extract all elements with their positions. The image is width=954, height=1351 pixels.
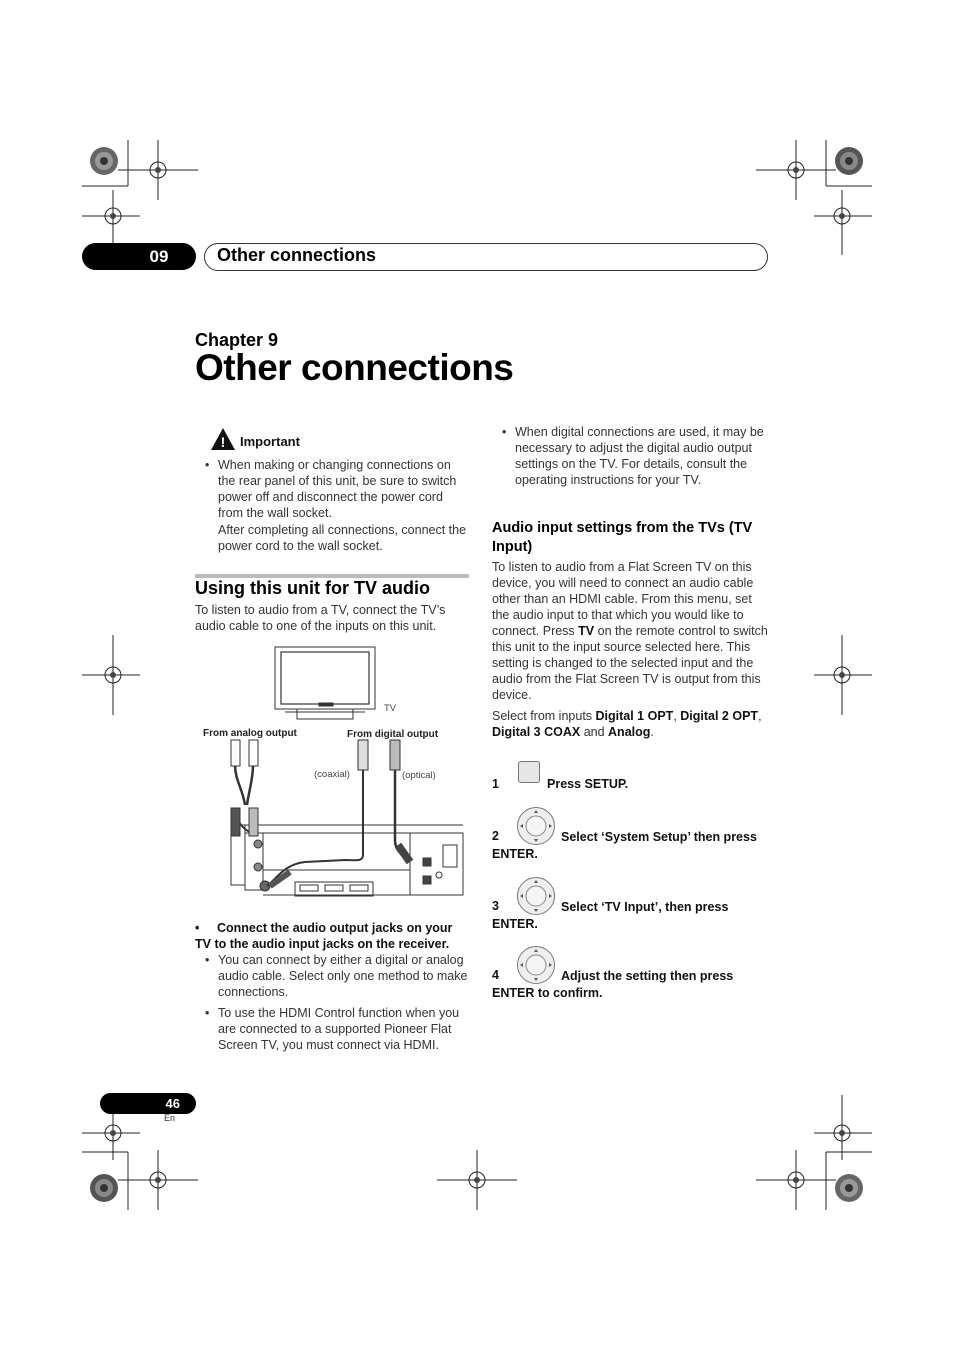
separator: . (650, 725, 654, 739)
sub-bullet-2: To use the HDMI Control function when you are connected to a supported Pioneer Flat Screen TV, you must connect via HDMI. (218, 1006, 460, 1052)
important-bullet: When making or changing connections on the rear panel of this unit, be sure to switch power off and disconnect the power cord from the wall socket. (218, 458, 457, 520)
step-text: Select ‘System Setup’ then press ENTER. (492, 830, 757, 861)
language-label: En (164, 1113, 176, 1123)
tv-input-heading: Audio input settings from the TVs (TV Input) (492, 520, 753, 555)
input-analog: Analog (608, 725, 651, 739)
separator: , (758, 709, 762, 723)
bullet-dot: • (205, 953, 210, 967)
sub-bullet-1: You can connect by either a digital or analog audio cable. Select only one method to make connections. (218, 953, 468, 999)
step-text: Adjust the setting then press ENTER to confirm. (492, 969, 734, 1000)
paragraph-text: To listen to audio from a Flat Screen TV on this device, you will need to connect an audio cable other than an HDMI cable. From this menu, set the audio input to that which you would like to connect. Press (492, 560, 754, 638)
connection-diagram (195, 640, 470, 910)
main-instruction: Connect the audio output jacks on your TV to the audio input jacks on the receiver. (195, 921, 453, 951)
analog-output-label: From analog output (203, 728, 297, 739)
digital-output-label: From digital output (347, 729, 439, 740)
digital-note: When digital connections are used, it may be necessary to adjust the digital audio output settings on the TV. For details, consult the operating instructions for your TV. (515, 425, 764, 487)
separator: , (673, 709, 681, 723)
tv-audio-intro: To listen to audio from a TV, connect the TV’s audio cable to one of the inputs on this unit. (195, 603, 446, 633)
section-heading-tv-audio: Using this unit for TV audio (195, 578, 430, 598)
tv-key-label: TV (578, 624, 595, 638)
inputs-paragraph (492, 708, 768, 740)
bullet-dot: • (205, 1006, 210, 1020)
step-text: Select ‘TV Input’, then press ENTER. (492, 900, 729, 931)
bullet-dot: • (195, 921, 200, 935)
paragraph-text: Select from inputs (492, 709, 596, 723)
chapter-number-tab (82, 243, 196, 270)
input-digital3: Digital 3 COAX (492, 725, 581, 739)
page-number: 46 (165, 1096, 180, 1111)
step-text: Press SETUP. (547, 777, 629, 791)
step-number: 1 (492, 777, 499, 791)
page-title: Other connections (195, 347, 514, 388)
warning-icon (210, 427, 236, 451)
bullet-dot: • (205, 458, 210, 472)
chapter-label: Chapter 9 (195, 330, 279, 350)
separator: and (580, 725, 609, 739)
page-number-tab (100, 1093, 196, 1114)
step-number: 2 (492, 829, 499, 843)
step-number: 3 (492, 899, 499, 913)
svg-text:!: ! (220, 434, 226, 450)
tv-input-paragraph (492, 559, 768, 703)
tv-label: TV (384, 703, 397, 714)
input-digital1: Digital 1 OPT (595, 709, 674, 723)
important-heading: Important (240, 434, 300, 449)
paragraph-text: on the remote control to switch this unit to the input source selected here. This setting is changed to the selected input and the audio from the Flat Screen TV is output from this device. (492, 624, 768, 702)
step-number: 4 (492, 968, 499, 982)
coaxial-label: (coaxial) (314, 769, 350, 780)
important-followup: After completing all connections, connect the power cord to the wall socket. (218, 523, 467, 553)
input-digital2: Digital 2 OPT (680, 709, 759, 723)
setup-button-icon (518, 761, 540, 783)
header-title: Other connections (217, 245, 377, 265)
chapter-number: 09 (149, 247, 169, 266)
bullet-dot: • (502, 425, 507, 439)
optical-label: (optical) (402, 770, 436, 781)
